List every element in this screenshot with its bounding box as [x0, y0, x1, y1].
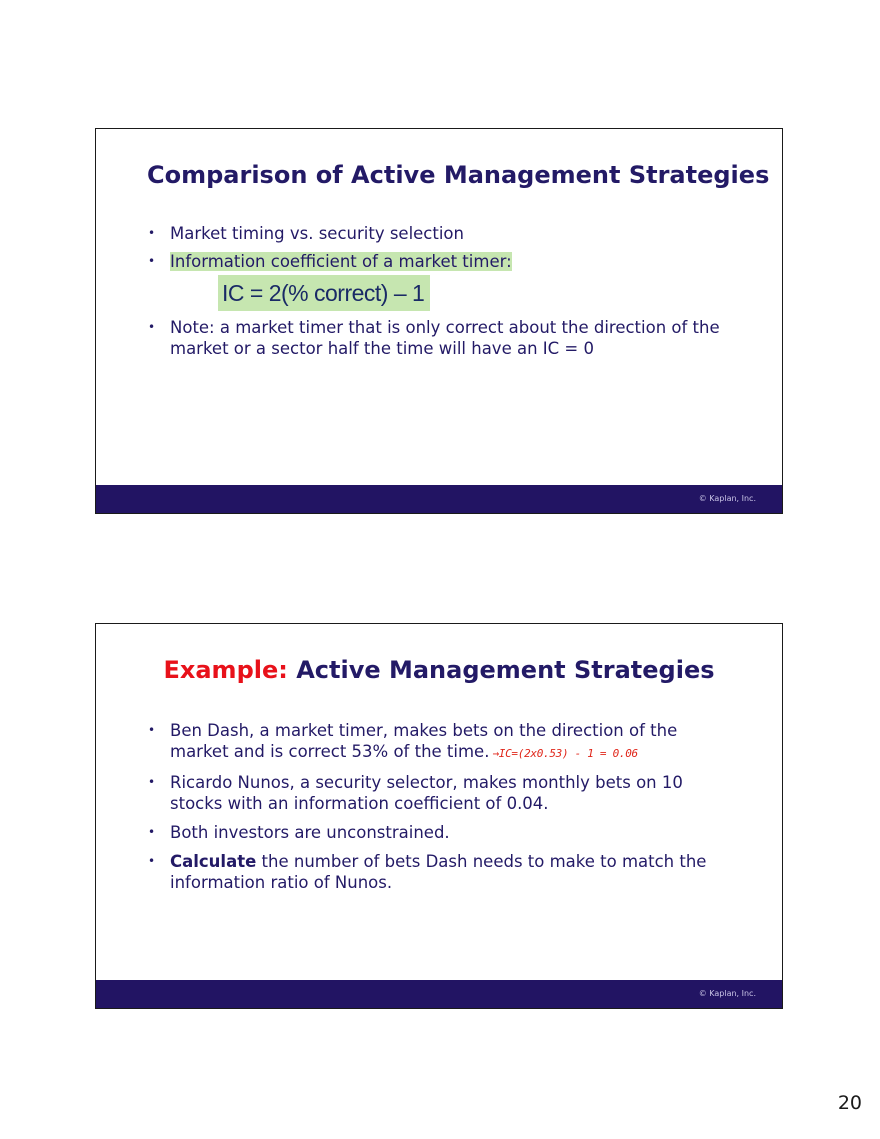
bullet-list-note — [148, 317, 728, 359]
bullet-text: Market timing vs. security selection — [170, 224, 464, 243]
page-number: 20 — [837, 1092, 862, 1114]
bullet-text: Ben Dash, a market timer, makes bets on the direction of the market and is correct 53% of the time. — [170, 721, 678, 761]
bullet-list — [148, 223, 728, 279]
bullet-list — [148, 720, 728, 901]
bullet-note — [148, 317, 728, 359]
slide-title: Comparison of Active Management Strategies — [147, 161, 770, 189]
bullet-calculate — [148, 851, 728, 893]
highlighted-text: Information coefficient of a market timer: — [170, 252, 512, 271]
bullet-text: Note: a market timer that is only correct about the direction of the market or a sector half the time will have an IC = 0 — [170, 318, 720, 358]
bullet-unconstrained — [148, 822, 728, 843]
handwritten-annotation: →IC=(2x0.53) - 1 = 0.06 — [492, 747, 638, 760]
bullet-bold-text: Calculate — [170, 852, 257, 871]
bullet-ricardo-nunos — [148, 772, 728, 814]
slide-comparison — [95, 128, 783, 514]
bullet-text: Both investors are unconstrained. — [170, 823, 450, 842]
bullet-information-coefficient — [148, 251, 728, 272]
slide-example — [95, 623, 783, 1009]
title-rest: Active Management Strategies — [287, 656, 715, 684]
slide-footer — [96, 485, 782, 513]
slide-title — [96, 656, 782, 684]
bullet-market-timing — [148, 223, 728, 244]
copyright-text: © Kaplan, Inc. — [698, 989, 756, 998]
slide-footer — [96, 980, 782, 1008]
ic-formula: IC = 2(% correct) – 1 — [218, 275, 430, 311]
copyright-text: © Kaplan, Inc. — [698, 494, 756, 503]
bullet-text: the number of bets Dash needs to make to match the information ratio of Nunos. — [170, 852, 707, 892]
title-accent: Example: — [163, 656, 288, 684]
bullet-ben-dash — [148, 720, 728, 764]
bullet-text: Ricardo Nunos, a security selector, makes monthly bets on 10 stocks with an information coefficient of 0.04. — [170, 773, 683, 813]
